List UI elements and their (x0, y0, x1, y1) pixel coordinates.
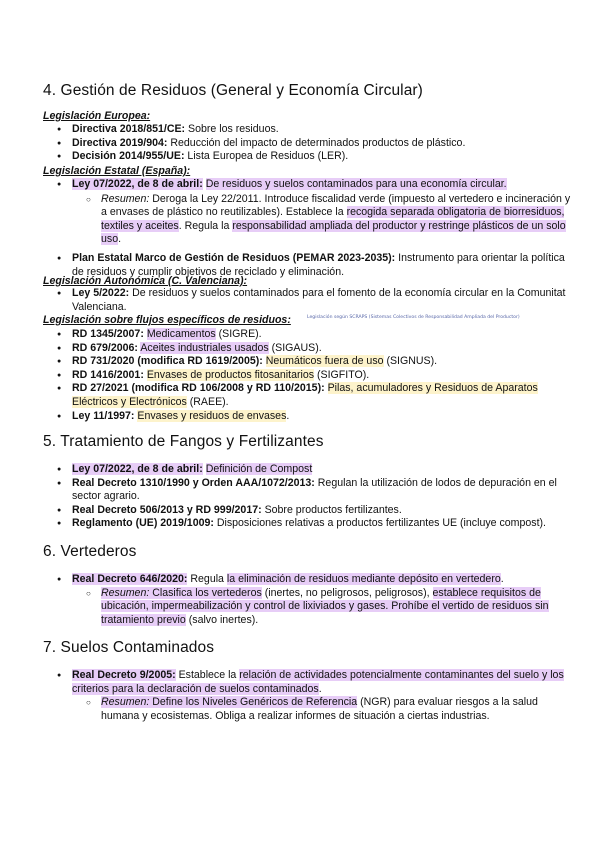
soils-list (43, 669, 573, 723)
list-item: ● Ley 5/2022: De residuos y suelos contaminados para el fomento de la economía circular en la Comunitat Valenciana. (43, 287, 573, 314)
section-4-title: 4. Gestión de Residuos (General y Economía Circular) (43, 82, 423, 99)
waste-streams-heading: Legislación sobre flujos específicos de residuos: (43, 314, 291, 326)
summary-item: ○ Resumen: Clasifica los vertederos (inertes, no peligrosos, peligrosos), establece requisitos de ubicación, impermeabilización y control de lixiviados y gases. Prohíbe el vertido de residuos sin tratamiento previo (salvo inertes). (43, 587, 573, 628)
list-item: ● RD 731/2020 (modifica RD 1619/2005): Neumáticos fuera de uso (SIGNUS). (43, 355, 573, 369)
eu-list (43, 123, 573, 164)
section-5-title: 5. Tratamiento de Fangos y Fertilizantes (43, 433, 324, 450)
list-item: ● Directiva 2018/851/CE: Sobre los residuos. (43, 123, 573, 137)
state-list (43, 178, 573, 279)
list-item: ● Real Decreto 646/2020: Regula la eliminación de residuos mediante depósito en vertedero. (43, 573, 573, 587)
waste-streams-list (43, 328, 573, 423)
handwritten-note: Legislación según SCRAPS (Sistemas Colectivos de Responsabilidad Ampliada del Productor) (307, 315, 520, 320)
regional-legislation-heading: Legislación Autonómica (C. Valenciana): (43, 275, 248, 287)
list-item: ● RD 27/2021 (modifica RD 106/2008 y RD 110/2015): Pilas, acumuladores y Residuos de Aparatos Eléctricos y Electrónicos (RAEE). (43, 382, 573, 409)
list-item: ● Real Decreto 1310/1990 y Orden AAA/1072/2013: Regulan la utilización de lodos de depuración en el sector agrario. (43, 477, 573, 504)
list-item: ● RD 1345/2007: Medicamentos (SIGRE). (43, 328, 573, 342)
regional-list (43, 287, 573, 314)
section-7-title: 7. Suelos Contaminados (43, 639, 215, 656)
list-item: ● Ley 07/2022, de 8 de abril: Definición de Compost (43, 463, 573, 477)
summary-item: ○ Resumen: Deroga la Ley 22/2011. Introduce fiscalidad verde (impuesto al vertedero e incineración y a envases de plástico no reutilizables). Establece la recogida separada obligatoria de biorresiduos, textiles y aceites. Regula la responsabilidad ampliada del productor y restringe plásticos de un solo uso. (43, 193, 573, 247)
list-item: ● RD 1416/2001: Envases de productos fitosanitarios (SIGFITO). (43, 369, 573, 383)
state-legislation-heading: Legislación Estatal (España): (43, 165, 191, 177)
list-item: ● Real Decreto 506/2013 y RD 999/2017: Sobre productos fertilizantes. (43, 504, 573, 518)
list-item: ● Ley 11/1997: Envases y residuos de envases. (43, 410, 573, 424)
list-item: ● RD 679/2006: Aceites industriales usados (SIGAUS). (43, 342, 573, 356)
landfill-list (43, 573, 573, 627)
eu-legislation-heading: Legislación Europea: (43, 110, 151, 122)
list-item: ● Reglamento (UE) 2019/1009: Disposiciones relativas a productos fertilizantes UE (incluye compost). (43, 517, 573, 531)
list-item: ● Ley 07/2022, de 8 de abril: De residuos y suelos contaminados para una economía circular. (43, 178, 573, 192)
list-item: ● Directiva 2019/904: Reducción del impacto de determinados productos de plástico. (43, 137, 573, 151)
section-6-title: 6. Vertederos (43, 543, 137, 560)
list-item: ● Real Decreto 9/2005: Establece la relación de actividades potencialmente contaminantes del suelo y los criterios para la declaración de suelos contaminados. (43, 669, 573, 696)
summary-item: ○ Resumen: Define los Niveles Genéricos de Referencia (NGR) para evaluar riesgos a la salud humana y ecosistemas. Obliga a realizar informes de situación a ciertas industrias. (43, 696, 573, 723)
sludge-list (43, 463, 573, 531)
list-item: ● Decisión 2014/955/UE: Lista Europea de Residuos (LER). (43, 150, 573, 164)
list-item: ● Plan Estatal Marco de Gestión de Residuos (PEMAR 2023-2035): Instrumento para orientar la política de residuos y cumplir objetivos de reciclado y eliminación. (43, 252, 573, 279)
